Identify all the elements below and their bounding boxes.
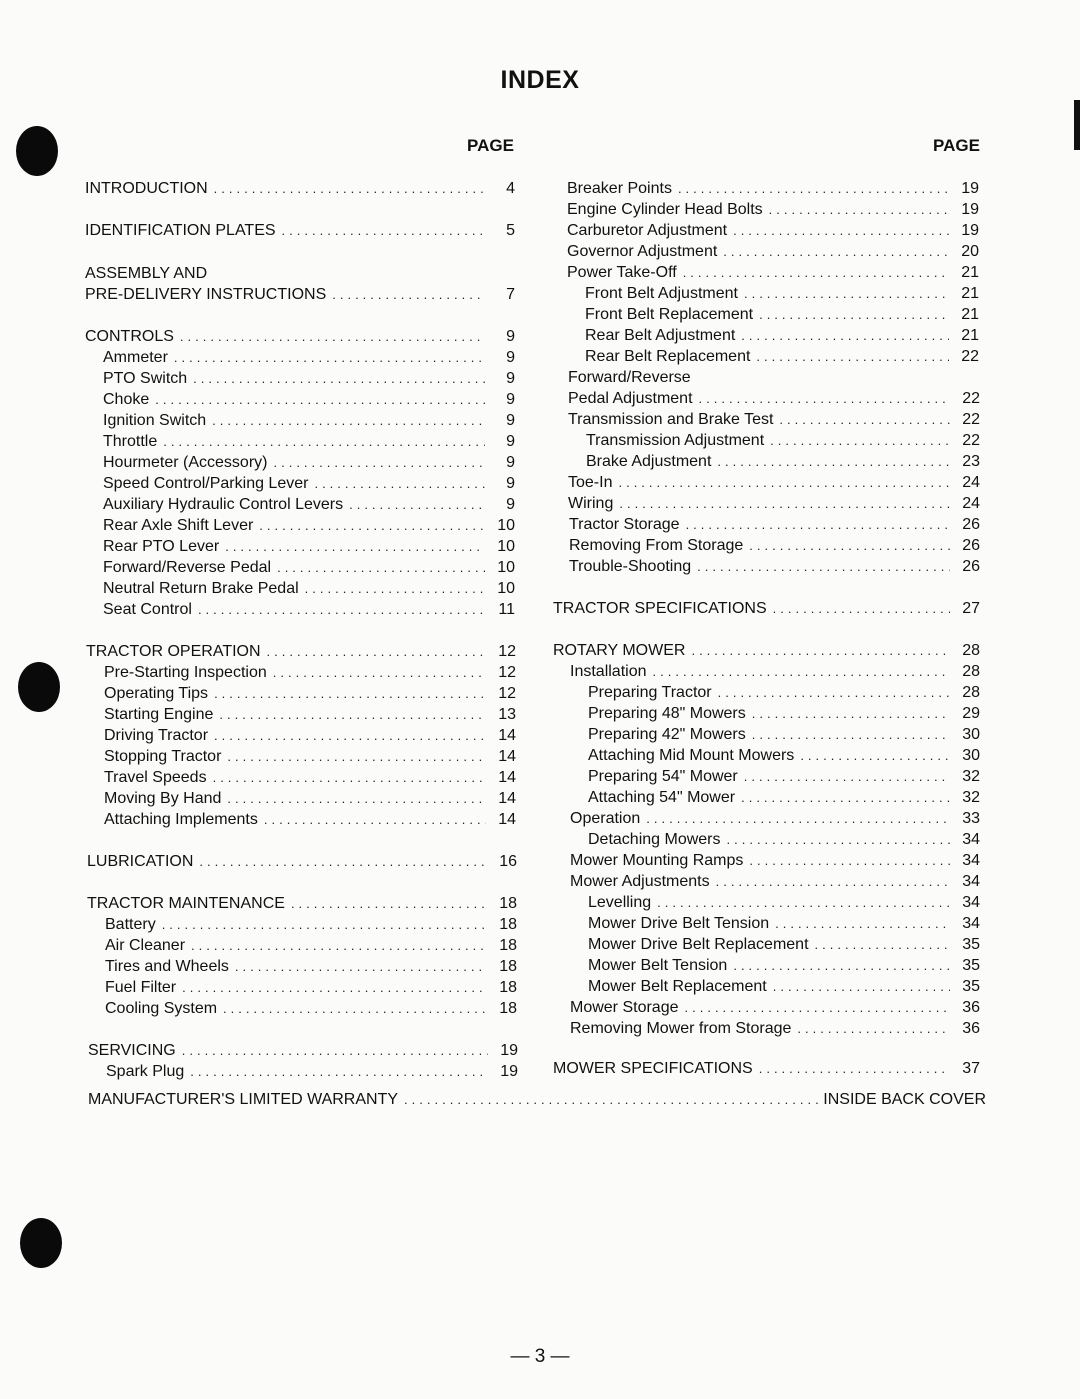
toc-entry[interactable]: Preparing 48" Mowers ..... 29: [588, 703, 980, 724]
page-edge-mark: [1074, 100, 1080, 150]
toc-entry[interactable]: Fuel Filter ..... 18: [105, 977, 517, 998]
toc-entry[interactable]: Governor Adjustment ..... 20: [567, 241, 979, 262]
toc-entry[interactable]: Neutral Return Brake Pedal ..... 10: [103, 578, 515, 599]
toc-entry[interactable]: Operation ..... 33: [570, 808, 980, 829]
punch-hole-bottom: [20, 1218, 62, 1268]
toc-entry[interactable]: ROTARY MOWER ..... 28: [553, 640, 980, 661]
toc-entry[interactable]: Installation ..... 28: [570, 661, 980, 682]
toc-entry[interactable]: Hourmeter (Accessory) ..... 9: [103, 452, 515, 473]
toc-entry[interactable]: Moving By Hand ..... 14: [104, 788, 516, 809]
toc-entry[interactable]: Breaker Points ..... 19: [567, 178, 979, 199]
toc-entry[interactable]: Mower Belt Tension ..... 35: [588, 955, 980, 976]
toc-entry[interactable]: Rear Axle Shift Lever ..... 10: [103, 515, 515, 536]
toc-entry[interactable]: Attaching 54" Mower ..... 32: [588, 787, 980, 808]
toc-entry[interactable]: PRE-DELIVERY INSTRUCTIONS ..... 7: [85, 284, 515, 305]
toc-entry[interactable]: SERVICING ..... 19: [88, 1040, 518, 1061]
toc-entry[interactable]: Spark Plug ..... 19: [106, 1061, 518, 1082]
toc-entry: Forward/Reverse: [568, 369, 691, 386]
toc-entry[interactable]: Auxiliary Hydraulic Control Levers ..... 9: [103, 494, 515, 515]
index-title: INDEX: [500, 66, 580, 94]
toc-entry[interactable]: Choke ..... 9: [103, 389, 515, 410]
toc-entry[interactable]: Mower Drive Belt Tension ..... 34: [588, 913, 980, 934]
toc-entry[interactable]: Starting Engine ..... 13: [104, 704, 516, 725]
toc-entry[interactable]: Tractor Storage ..... 26: [569, 514, 980, 535]
toc-entry[interactable]: LUBRICATION ..... 16: [87, 851, 517, 872]
toc-entry[interactable]: Driving Tractor ..... 14: [104, 725, 516, 746]
toc-entry[interactable]: Preparing 42" Mowers ..... 30: [588, 724, 980, 745]
toc-entry[interactable]: Transmission and Brake Test ..... 22: [568, 409, 980, 430]
toc-entry[interactable]: Stopping Tractor ..... 14: [104, 746, 516, 767]
toc-entry[interactable]: Trouble-Shooting ..... 26: [569, 556, 980, 577]
toc-entry[interactable]: Pedal Adjustment ..... 22: [568, 388, 980, 409]
toc-entry[interactable]: Operating Tips ..... 12: [104, 683, 516, 704]
toc-entry[interactable]: Mower Adjustments ..... 34: [570, 871, 980, 892]
toc-entry[interactable]: Removing Mower from Storage ..... 36: [570, 1018, 980, 1039]
toc-entry[interactable]: TRACTOR MAINTENANCE ..... 18: [87, 893, 517, 914]
toc-entry[interactable]: Rear PTO Lever ..... 10: [103, 536, 515, 557]
toc-entry[interactable]: TRACTOR SPECIFICATIONS ..... 27: [553, 598, 980, 619]
toc-entry[interactable]: Transmission Adjustment ..... 22: [586, 430, 980, 451]
toc-entry[interactable]: CONTROLS ..... 9: [85, 326, 515, 347]
page-header-right: PAGE: [933, 136, 980, 155]
toc-entry[interactable]: Throttle ..... 9: [103, 431, 515, 452]
punch-hole-top: [16, 126, 58, 176]
toc-entry[interactable]: Levelling ..... 34: [588, 892, 980, 913]
toc-entry[interactable]: Toe-In ..... 24: [568, 472, 980, 493]
toc-entry[interactable]: Wiring ..... 24: [568, 493, 980, 514]
toc-entry[interactable]: Preparing 54" Mower ..... 32: [588, 766, 980, 787]
toc-entry[interactable]: Detaching Mowers ..... 34: [588, 829, 980, 850]
toc-entry[interactable]: Ammeter ..... 9: [103, 347, 515, 368]
toc-entry[interactable]: Battery ..... 18: [105, 914, 517, 935]
toc-entry[interactable]: Air Cleaner ..... 18: [105, 935, 517, 956]
toc-entry[interactable]: Front Belt Adjustment ..... 21: [585, 283, 979, 304]
toc-entry[interactable]: Mower Drive Belt Replacement ..... 35: [588, 934, 980, 955]
toc-entry[interactable]: PTO Switch ..... 9: [103, 368, 515, 389]
toc-entry[interactable]: Rear Belt Replacement ..... 22: [585, 346, 979, 367]
toc-entry[interactable]: Mower Storage ..... 36: [570, 997, 980, 1018]
toc-entry[interactable]: Forward/Reverse Pedal ..... 10: [103, 557, 515, 578]
toc-entry[interactable]: Engine Cylinder Head Bolts ..... 19: [567, 199, 979, 220]
toc-entry[interactable]: TRACTOR OPERATION ..... 12: [86, 641, 516, 662]
toc-entry[interactable]: MOWER SPECIFICATIONS ..... 37: [553, 1058, 980, 1079]
page-number: — 3 —: [510, 1346, 570, 1367]
toc-entry[interactable]: IDENTIFICATION PLATES ..... 5: [85, 220, 515, 241]
punch-hole-middle: [18, 662, 60, 712]
toc-entry[interactable]: Brake Adjustment ..... 23: [586, 451, 980, 472]
toc-entry[interactable]: Preparing Tractor ..... 28: [588, 682, 980, 703]
toc-entry[interactable]: Rear Belt Adjustment ..... 21: [585, 325, 979, 346]
toc-entry[interactable]: Mower Belt Replacement ..... 35: [588, 976, 980, 997]
toc-entry[interactable]: Seat Control ..... 11: [103, 599, 515, 620]
toc-entry[interactable]: Cooling System ..... 18: [105, 998, 517, 1019]
toc-entry[interactable]: Mower Mounting Ramps ..... 34: [570, 850, 980, 871]
toc-entry[interactable]: Attaching Implements ..... 14: [104, 809, 516, 830]
toc-entry[interactable]: Speed Control/Parking Lever ..... 9: [103, 473, 515, 494]
toc-entry[interactable]: Power Take-Off ..... 21: [567, 262, 979, 283]
toc-entry[interactable]: Front Belt Replacement ..... 21: [585, 304, 979, 325]
warranty-entry[interactable]: MANUFACTURER'S LIMITED WARRANTY ..... INSIDE BACK COVER: [88, 1089, 986, 1110]
toc-entry[interactable]: Ignition Switch ..... 9: [103, 410, 515, 431]
toc-entry: ASSEMBLY AND: [85, 265, 208, 282]
toc-entry[interactable]: Removing From Storage ..... 26: [569, 535, 980, 556]
toc-entry[interactable]: Carburetor Adjustment ..... 19: [567, 220, 979, 241]
toc-entry[interactable]: Attaching Mid Mount Mowers ..... 30: [588, 745, 980, 766]
toc-entry[interactable]: INTRODUCTION ..... 4: [85, 178, 515, 199]
toc-entry[interactable]: Tires and Wheels ..... 18: [105, 956, 517, 977]
toc-entry[interactable]: Travel Speeds ..... 14: [104, 767, 516, 788]
toc-entry[interactable]: Pre-Starting Inspection ..... 12: [104, 662, 516, 683]
page-header-left: PAGE: [467, 136, 514, 155]
